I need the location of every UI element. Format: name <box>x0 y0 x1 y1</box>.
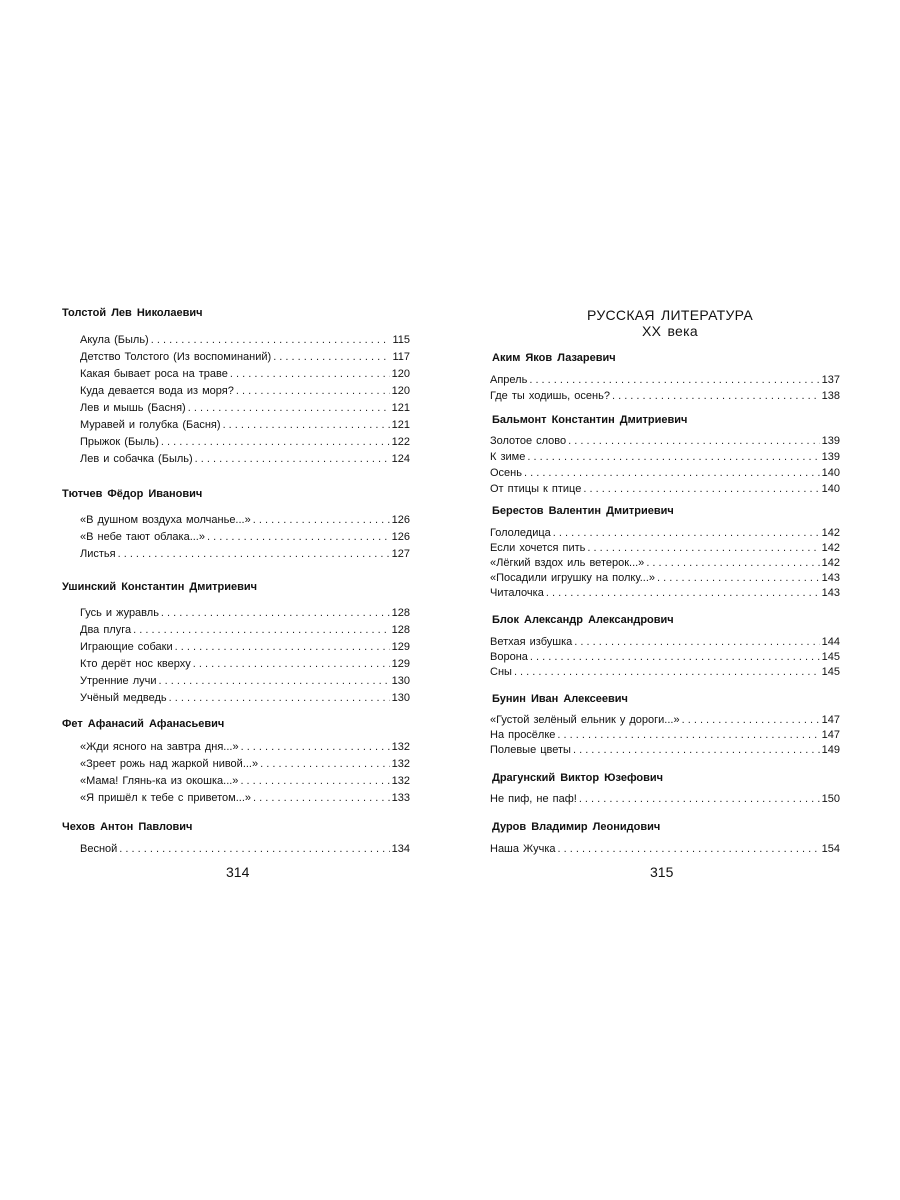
dot-leader <box>527 449 819 465</box>
work-title: «Густой зелёный ельник у дороги...» <box>490 714 680 726</box>
work-title: Гололедица <box>490 527 551 539</box>
author-heading: Толстой Лев Николаевич <box>62 307 203 319</box>
dot-leader <box>223 417 390 433</box>
work-page: 115 <box>392 334 410 346</box>
dot-leader <box>514 664 820 680</box>
work-page: 140 <box>821 467 840 479</box>
toc-entry[interactable] <box>490 664 840 680</box>
dot-leader <box>118 546 390 562</box>
work-page: 134 <box>391 843 410 855</box>
work-page: 147 <box>821 714 840 726</box>
dot-leader <box>657 570 820 586</box>
work-page: 117 <box>392 351 410 363</box>
work-title: Акула (Быль) <box>80 334 149 346</box>
dot-leader <box>574 634 819 650</box>
work-title: Весной <box>80 843 118 855</box>
dot-leader <box>241 739 390 755</box>
toc-entry[interactable] <box>80 332 410 348</box>
work-page: 128 <box>391 607 410 619</box>
work-page: 150 <box>821 793 840 805</box>
work-title: Гусь и журавль <box>80 607 159 619</box>
work-page: 145 <box>821 651 840 663</box>
work-page: 137 <box>821 374 840 386</box>
work-page: 133 <box>391 792 410 804</box>
toc-entry[interactable] <box>490 727 840 743</box>
dot-leader <box>579 791 820 807</box>
toc-entry[interactable] <box>80 773 410 789</box>
work-page: 126 <box>391 514 410 526</box>
author-heading: Берестов Валентин Дмитриевич <box>492 505 674 517</box>
toc-entry[interactable] <box>80 622 410 638</box>
toc-entry[interactable] <box>490 841 840 857</box>
author-heading: Драгунский Виктор Юзефович <box>492 772 664 784</box>
work-title: Осень <box>490 467 522 479</box>
dot-leader <box>587 540 819 556</box>
author-heading: Бальмонт Константин Дмитриевич <box>492 414 688 426</box>
toc-entry[interactable] <box>490 649 840 665</box>
toc-entry[interactable] <box>80 434 410 450</box>
toc-entry[interactable] <box>80 841 410 857</box>
toc-entry[interactable] <box>490 570 840 586</box>
toc-entry[interactable] <box>490 525 840 541</box>
work-title: Сны <box>490 666 512 678</box>
work-title: Апрель <box>490 374 528 386</box>
dot-leader <box>161 434 390 450</box>
dot-leader <box>236 383 390 399</box>
author-heading: Ушинский Константин Дмитриевич <box>62 581 258 593</box>
work-page: 129 <box>391 641 410 653</box>
work-page: 126 <box>391 531 410 543</box>
dot-leader <box>175 639 390 655</box>
work-title: «Мама! Глянь-ка из окошка...» <box>80 775 239 787</box>
work-title: От птицы к птице <box>490 483 582 495</box>
dot-leader <box>546 585 820 601</box>
work-page: 143 <box>821 572 840 584</box>
page-number: 315 <box>650 864 674 880</box>
work-title: «Жди ясного на завтра дня...» <box>80 741 239 753</box>
toc-entry[interactable] <box>80 383 410 399</box>
work-title: «Я пришёл к тебе с приветом...» <box>80 792 252 804</box>
toc-entry[interactable] <box>490 372 840 388</box>
dot-leader <box>260 756 390 772</box>
dot-leader <box>524 465 820 481</box>
dot-leader <box>253 790 390 806</box>
work-title: Детство Толстого (Из воспоминаний) <box>80 351 272 363</box>
toc-entry[interactable] <box>80 739 410 755</box>
work-page: 121 <box>391 419 410 431</box>
work-title: Ветхая избушка <box>490 636 573 648</box>
toc-entry[interactable] <box>80 756 410 772</box>
dot-leader <box>682 712 820 728</box>
work-title: Ворона <box>490 651 528 663</box>
toc-entry[interactable] <box>80 790 410 806</box>
work-title: Прыжок (Быль) <box>80 436 159 448</box>
work-title: Куда девается вода из моря? <box>80 385 234 397</box>
page-number: 314 <box>226 864 250 880</box>
work-title: Какая бывает роса на траве <box>80 368 228 380</box>
work-page: 132 <box>391 775 410 787</box>
dot-leader <box>159 673 390 689</box>
dot-leader <box>573 742 820 758</box>
author-heading: Фет Афанасий Афанасьевич <box>62 718 225 730</box>
section-subtitle: XX века <box>642 323 698 339</box>
toc-entry[interactable] <box>490 791 840 807</box>
toc-entry[interactable] <box>80 690 410 706</box>
work-title: «Посадили игрушку на полку...» <box>490 572 656 584</box>
work-page: 129 <box>391 658 410 670</box>
author-heading: Аким Яков Лазаревич <box>492 352 616 364</box>
toc-entry[interactable] <box>490 481 840 497</box>
section-title: РУССКАЯ ЛИТЕРАТУРА <box>586 307 753 323</box>
toc-entry[interactable] <box>490 433 840 449</box>
dot-leader <box>273 349 390 365</box>
dot-leader <box>557 727 819 743</box>
dot-leader <box>195 451 390 467</box>
work-title: «Лёгкий вздох иль ветерок...» <box>490 557 645 569</box>
work-title: Золотое слово <box>490 435 567 447</box>
toc-entry[interactable] <box>490 742 840 758</box>
toc-entry[interactable] <box>490 465 840 481</box>
toc-entry[interactable] <box>80 546 410 562</box>
work-page: 128 <box>391 624 410 636</box>
dot-leader <box>230 366 390 382</box>
toc-entry[interactable] <box>80 656 410 672</box>
work-title: «Зреет рожь над жаркой нивой...» <box>80 758 259 770</box>
work-title: Читалочка <box>490 587 544 599</box>
toc-entry[interactable] <box>80 529 410 545</box>
work-page: 142 <box>821 557 840 569</box>
work-page: 122 <box>391 436 410 448</box>
toc-entry[interactable] <box>490 712 840 728</box>
toc-entry[interactable] <box>80 366 410 382</box>
work-page: 132 <box>391 758 410 770</box>
dot-leader <box>568 433 819 449</box>
work-title: «В душном воздуха молчанье...» <box>80 514 251 526</box>
work-title: Кто дерёт нос кверху <box>80 658 191 670</box>
work-page: 145 <box>821 666 840 678</box>
work-page: 149 <box>821 744 840 756</box>
work-page: 142 <box>821 542 840 554</box>
author-heading: Бунин Иван Алексеевич <box>492 693 628 705</box>
dot-leader <box>553 525 820 541</box>
dot-leader <box>119 841 389 857</box>
work-title: Листья <box>80 548 116 560</box>
work-page: 130 <box>391 675 410 687</box>
work-title: Играющие собаки <box>80 641 173 653</box>
work-page: 147 <box>821 729 840 741</box>
dot-leader <box>529 372 819 388</box>
toc-entry[interactable] <box>80 349 410 365</box>
right-page <box>450 0 900 1200</box>
work-title: Если хочется пить <box>490 542 586 554</box>
work-page: 120 <box>391 385 410 397</box>
toc-entry[interactable] <box>490 555 840 571</box>
dot-leader <box>188 400 390 416</box>
dot-leader <box>161 605 390 621</box>
work-page: 138 <box>821 390 840 402</box>
dot-leader <box>207 529 390 545</box>
author-heading: Чехов Антон Павлович <box>62 821 193 833</box>
work-page: 140 <box>821 483 840 495</box>
author-heading: Блок Александр Александрович <box>492 614 674 626</box>
toc-entry[interactable] <box>490 585 840 601</box>
work-title: Где ты ходишь, осень? <box>490 390 610 402</box>
dot-leader <box>151 332 391 348</box>
work-title: К зиме <box>490 451 526 463</box>
work-title: Не пиф, не паф! <box>490 793 577 805</box>
dot-leader <box>558 841 820 857</box>
toc-entry[interactable] <box>80 673 410 689</box>
dot-leader <box>612 388 820 404</box>
work-page: 127 <box>391 548 410 560</box>
toc-entry[interactable] <box>80 639 410 655</box>
work-page: 139 <box>821 451 840 463</box>
work-page: 132 <box>391 741 410 753</box>
dot-leader <box>133 622 390 638</box>
toc-entry[interactable] <box>490 449 840 465</box>
work-title: «В небе тают облака...» <box>80 531 205 543</box>
work-title: На просёлке <box>490 729 556 741</box>
work-page: 144 <box>821 636 840 648</box>
author-heading: Тютчев Фёдор Иванович <box>62 488 203 500</box>
toc-entry[interactable] <box>80 417 410 433</box>
dot-leader <box>530 649 820 665</box>
toc-entry[interactable] <box>490 388 840 404</box>
work-page: 124 <box>391 453 410 465</box>
work-page: 139 <box>821 435 840 447</box>
toc-entry[interactable] <box>80 512 410 528</box>
dot-leader <box>646 555 819 571</box>
author-heading: Дуров Владимир Леонидович <box>492 821 661 833</box>
toc-entry[interactable] <box>80 400 410 416</box>
toc-entry[interactable] <box>490 634 840 650</box>
work-title: Два плуга <box>80 624 132 636</box>
work-title: Учёный медведь <box>80 692 167 704</box>
work-page: 120 <box>391 368 410 380</box>
toc-entry[interactable] <box>490 540 840 556</box>
work-page: 154 <box>821 843 840 855</box>
work-page: 143 <box>821 587 840 599</box>
dot-leader <box>253 512 390 528</box>
toc-entry[interactable] <box>80 605 410 621</box>
toc-entry[interactable] <box>80 451 410 467</box>
work-title: Утренние лучи <box>80 675 157 687</box>
work-title: Полевые цветы <box>490 744 571 756</box>
work-title: Муравей и голубка (Басня) <box>80 419 221 431</box>
work-title: Лев и мышь (Басня) <box>80 402 186 414</box>
work-page: 130 <box>391 692 410 704</box>
work-title: Лев и собачка (Быль) <box>80 453 193 465</box>
work-page: 142 <box>821 527 840 539</box>
dot-leader <box>583 481 819 497</box>
dot-leader <box>240 773 389 789</box>
dot-leader <box>169 690 390 706</box>
work-title: Наша Жучка <box>490 843 556 855</box>
work-page: 121 <box>391 402 410 414</box>
dot-leader <box>193 656 390 672</box>
